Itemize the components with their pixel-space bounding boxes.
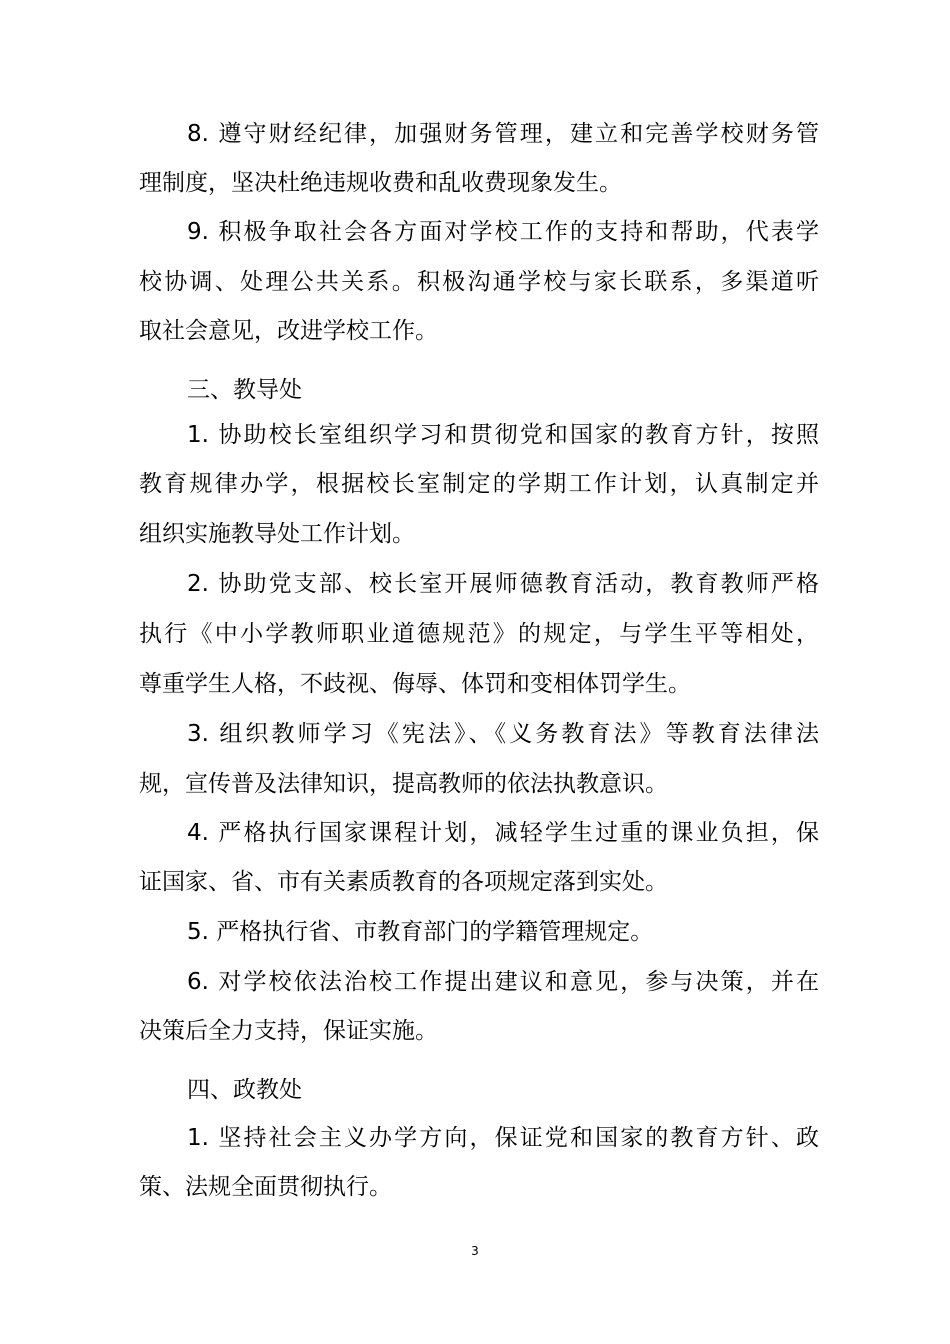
paragraph-line: 策、法规全面贯彻执行。 [139, 1174, 392, 1200]
paragraph-line: 规，宣传普及法律知识，提高教师的依法执教意识。 [139, 771, 668, 797]
paragraph-line: 理制度，坚决杜绝违规收费和乱收费现象发生。 [139, 170, 622, 196]
section-heading: 四、政教处 [187, 1077, 302, 1103]
paragraph-line: 8. 遵守财经纪律，加强财务管理，建立和完善学校财务管 [187, 121, 819, 147]
paragraph-line: 校协调、处理公共关系。积极沟通学校与家长联系，多渠道听 [139, 269, 819, 295]
paragraph-line: 组织实施教导处工作计划。 [139, 521, 415, 547]
paragraph-line: 1. 协助校长室组织学习和贯彻党和国家的教育方针，按照 [187, 422, 819, 448]
paragraph-line: 决策后全力支持，保证实施。 [139, 1018, 438, 1044]
paragraph-line: 1. 坚持社会主义办学方向，保证党和国家的教育方针、政 [187, 1125, 819, 1151]
paragraph-line: 教育规律办学，根据校长室制定的学期工作计划，认真制定并 [139, 471, 819, 497]
paragraph-line: 4. 严格执行国家课程计划，减轻学生过重的课业负担，保 [187, 820, 819, 846]
paragraph-line: 5. 严格执行省、市教育部门的学籍管理规定。 [187, 919, 654, 945]
paragraph-line: 证国家、省、市有关素质教育的各项规定落到实处。 [139, 869, 668, 895]
paragraph-line: 尊重学生人格，不歧视、侮辱、体罚和变相体罚学生。 [139, 671, 691, 697]
paragraph-line: 执行《中小学教师职业道德规范》的规定，与学生平等相处， [139, 621, 819, 647]
section-heading: 三、教导处 [187, 377, 302, 403]
paragraph-line: 6. 对学校依法治校工作提出建议和意见，参与决策，并在 [187, 969, 819, 995]
page-number: 3 [471, 1244, 479, 1258]
paragraph-line: 2. 协助党支部、校长室开展师德教育活动，教育教师严格 [187, 571, 819, 597]
paragraph-line: 3. 组织教师学习《宪法》、《义务教育法》等教育法律法 [187, 721, 819, 747]
paragraph-line: 9. 积极争取社会各方面对学校工作的支持和帮助，代表学 [187, 219, 819, 245]
paragraph-line: 取社会意见，改进学校工作。 [139, 318, 438, 344]
